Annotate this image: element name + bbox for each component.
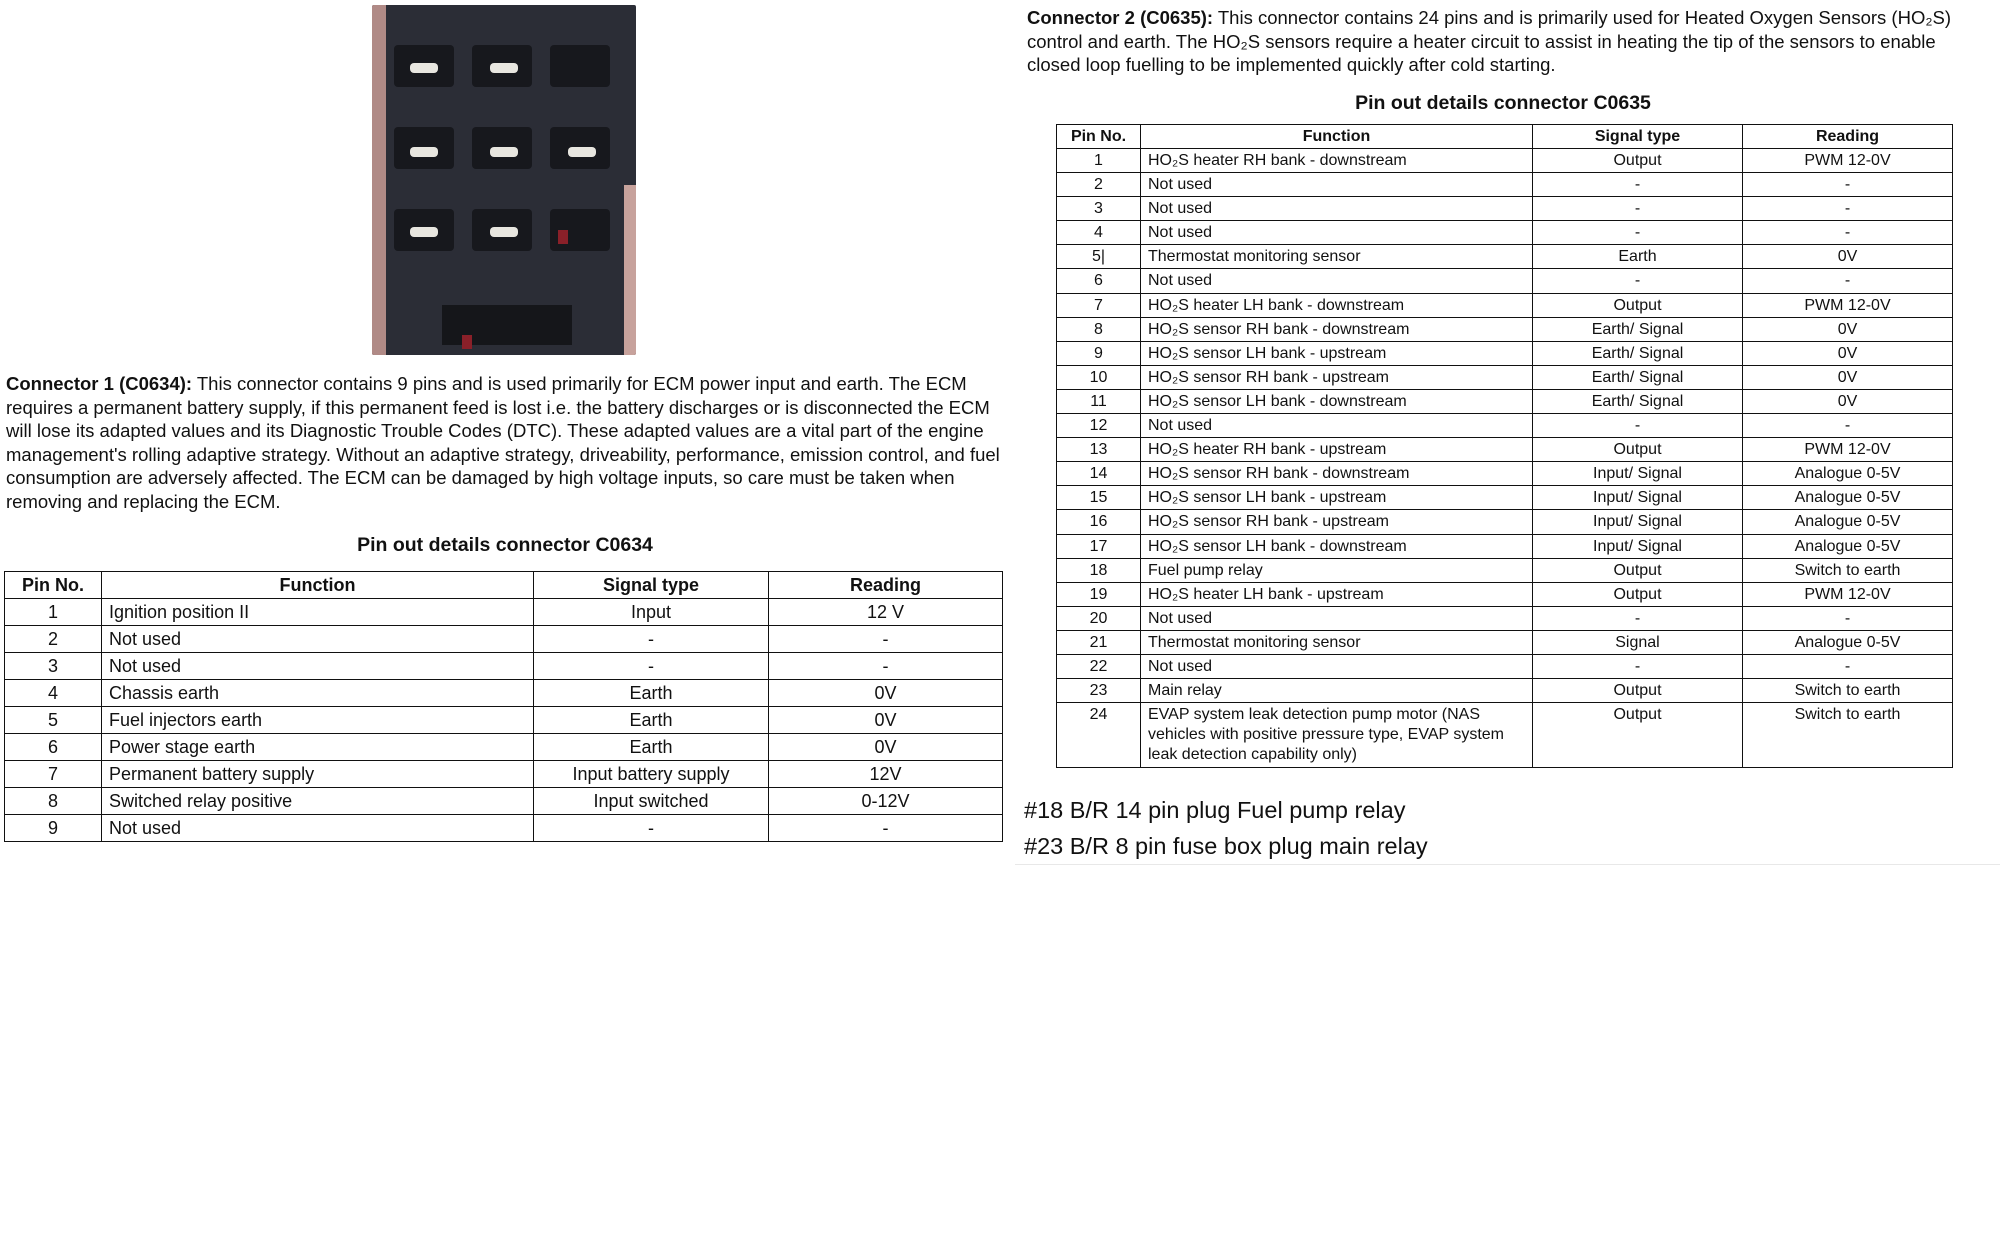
- connector1-table-title: Pin out details connector C0634: [357, 534, 653, 556]
- connector2-description-text: This connector contains 24 pins and is primarily used for Heated Oxygen Sensors (HO₂S) control and earth. The HO₂S sensors require a heater circuit to assist in heating the tip of the sensors to enable closed loop fuelling to be implemented quickly after cold starting.: [1027, 7, 1952, 75]
- signal-type-cell: Earth/ Signal: [1533, 341, 1743, 365]
- table-row: [5, 653, 1003, 680]
- column-header: Function: [1141, 125, 1533, 149]
- table-row: [1057, 654, 1953, 678]
- reading-cell: -: [769, 653, 1003, 680]
- reading-cell: PWM 12-0V: [1743, 149, 1953, 173]
- function-cell: Power stage earth: [102, 734, 534, 761]
- pin-number-cell: 2: [1057, 173, 1141, 197]
- table-row: [1057, 389, 1953, 413]
- signal-type-cell: Earth: [534, 707, 769, 734]
- pin-number-cell: 2: [5, 626, 102, 653]
- column-header: Signal type: [1533, 125, 1743, 149]
- reading-cell: 0V: [1743, 389, 1953, 413]
- table-row: [1057, 317, 1953, 341]
- function-cell: HO₂S sensor LH bank - upstream: [1141, 341, 1533, 365]
- table-row: [5, 626, 1003, 653]
- table-row: [5, 680, 1003, 707]
- pin-number-cell: 7: [1057, 293, 1141, 317]
- signal-type-cell: -: [1533, 221, 1743, 245]
- function-cell: HO₂S sensor RH bank - upstream: [1141, 510, 1533, 534]
- reading-cell: -: [1743, 173, 1953, 197]
- column-header: Function: [102, 572, 534, 599]
- reading-cell: Switch to earth: [1743, 703, 1953, 768]
- signal-type-cell: Input: [534, 599, 769, 626]
- note-main-relay: #23 B/R 8 pin fuse box plug main relay: [1024, 833, 1428, 859]
- reading-cell: Analogue 0-5V: [1743, 486, 1953, 510]
- function-cell: Ignition position II: [102, 599, 534, 626]
- function-cell: Not used: [102, 653, 534, 680]
- pin-number-cell: 6: [1057, 269, 1141, 293]
- pin-number-cell: 19: [1057, 582, 1141, 606]
- table-row: [1057, 438, 1953, 462]
- pin-number-cell: 1: [1057, 149, 1141, 173]
- pin-number-cell: 8: [1057, 317, 1141, 341]
- table-row: [1057, 534, 1953, 558]
- function-cell: HO₂S heater RH bank - downstream: [1141, 149, 1533, 173]
- reading-cell: Analogue 0-5V: [1743, 462, 1953, 486]
- table-row: [1057, 510, 1953, 534]
- signal-type-cell: -: [534, 626, 769, 653]
- connector2-table-title: Pin out details connector C0635: [1355, 92, 1651, 114]
- function-cell: Switched relay positive: [102, 788, 534, 815]
- table-row: [5, 707, 1003, 734]
- signal-type-cell: -: [1533, 197, 1743, 221]
- divider: [1015, 864, 2000, 865]
- signal-type-cell: Earth: [1533, 245, 1743, 269]
- reading-cell: -: [1743, 269, 1953, 293]
- reading-cell: 12V: [769, 761, 1003, 788]
- signal-type-cell: Signal: [1533, 630, 1743, 654]
- connector1-pinout-table: [4, 571, 1003, 842]
- table-row: [1057, 486, 1953, 510]
- signal-type-cell: Input/ Signal: [1533, 486, 1743, 510]
- reading-cell: Switch to earth: [1743, 679, 1953, 703]
- reading-cell: -: [1743, 221, 1953, 245]
- function-cell: Chassis earth: [102, 680, 534, 707]
- signal-type-cell: Input/ Signal: [1533, 510, 1743, 534]
- table-row: [1057, 221, 1953, 245]
- table-row: [5, 734, 1003, 761]
- connector1-description-text: This connector contains 9 pins and is used primarily for ECM power input and earth. The ECM requires a permanent battery supply, if this permanent feed is lost i.e. the battery discharges or is disconnected the ECM will lose its adapted values and its Diagnostic Trouble Codes (DTC). These adapted values are a vital part of the engine management's rolling adaptive strategy. Without an adaptive strategy, driveability, performance, emission control, and fuel consumption are adversely affected. The ECM can be damaged by high voltage inputs, so care must be taken when removing and replacing the ECM.: [6, 373, 1000, 512]
- signal-type-cell: Earth: [534, 734, 769, 761]
- table-row: [5, 599, 1003, 626]
- function-cell: Not used: [1141, 221, 1533, 245]
- table-row: [5, 761, 1003, 788]
- signal-type-cell: Output: [1533, 438, 1743, 462]
- table-row: [1057, 462, 1953, 486]
- reading-cell: 12 V: [769, 599, 1003, 626]
- column-header: Pin No.: [5, 572, 102, 599]
- signal-type-cell: Output: [1533, 679, 1743, 703]
- reading-cell: Analogue 0-5V: [1743, 534, 1953, 558]
- signal-type-cell: -: [1533, 269, 1743, 293]
- reading-cell: Switch to earth: [1743, 558, 1953, 582]
- reading-cell: -: [1743, 197, 1953, 221]
- connector-photo: [372, 5, 636, 355]
- reading-cell: 0V: [769, 734, 1003, 761]
- pin-number-cell: 20: [1057, 606, 1141, 630]
- reading-cell: -: [1743, 606, 1953, 630]
- function-cell: HO₂S heater RH bank - upstream: [1141, 438, 1533, 462]
- signal-type-cell: Input/ Signal: [1533, 534, 1743, 558]
- signal-type-cell: Input/ Signal: [1533, 462, 1743, 486]
- table-row: [1057, 679, 1953, 703]
- function-cell: Not used: [1141, 414, 1533, 438]
- table-row: [1057, 197, 1953, 221]
- table-row: [1057, 582, 1953, 606]
- function-cell: Not used: [1141, 197, 1533, 221]
- pin-number-cell: 5|: [1057, 245, 1141, 269]
- column-header: Reading: [1743, 125, 1953, 149]
- reading-cell: 0V: [1743, 317, 1953, 341]
- pin-number-cell: 3: [1057, 197, 1141, 221]
- function-cell: Not used: [1141, 269, 1533, 293]
- function-cell: Not used: [102, 815, 534, 842]
- table-row: [1057, 293, 1953, 317]
- table-row: [5, 815, 1003, 842]
- pin-number-cell: 9: [5, 815, 102, 842]
- signal-type-cell: -: [1533, 414, 1743, 438]
- signal-type-cell: -: [1533, 173, 1743, 197]
- pin-number-cell: 4: [1057, 221, 1141, 245]
- column-header: Pin No.: [1057, 125, 1141, 149]
- pin-number-cell: 11: [1057, 389, 1141, 413]
- function-cell: Fuel injectors earth: [102, 707, 534, 734]
- function-cell: HO₂S sensor LH bank - upstream: [1141, 486, 1533, 510]
- reading-cell: 0V: [769, 680, 1003, 707]
- signal-type-cell: Output: [1533, 582, 1743, 606]
- function-cell: HO₂S sensor RH bank - downstream: [1141, 317, 1533, 341]
- pin-number-cell: 23: [1057, 679, 1141, 703]
- table-row: [5, 788, 1003, 815]
- reading-cell: 0V: [1743, 365, 1953, 389]
- signal-type-cell: Output: [1533, 558, 1743, 582]
- table-row: [1057, 630, 1953, 654]
- reading-cell: PWM 12-0V: [1743, 438, 1953, 462]
- column-header: Signal type: [534, 572, 769, 599]
- reading-cell: PWM 12-0V: [1743, 582, 1953, 606]
- reading-cell: 0V: [1743, 245, 1953, 269]
- pin-number-cell: 15: [1057, 486, 1141, 510]
- connector1-heading: Connector 1 (C0634):: [6, 373, 193, 394]
- table-row: [1057, 558, 1953, 582]
- function-cell: Not used: [1141, 654, 1533, 678]
- reading-cell: -: [769, 626, 1003, 653]
- pin-number-cell: 3: [5, 653, 102, 680]
- signal-type-cell: Input battery supply: [534, 761, 769, 788]
- function-cell: Thermostat monitoring sensor: [1141, 630, 1533, 654]
- table-row: [1057, 149, 1953, 173]
- pin-number-cell: 6: [5, 734, 102, 761]
- pin-number-cell: 7: [5, 761, 102, 788]
- table-header-row: [5, 572, 1003, 599]
- reading-cell: 0-12V: [769, 788, 1003, 815]
- table-row: [1057, 173, 1953, 197]
- pin-number-cell: 5: [5, 707, 102, 734]
- signal-type-cell: Earth/ Signal: [1533, 389, 1743, 413]
- column-header: Reading: [769, 572, 1003, 599]
- pin-number-cell: 10: [1057, 365, 1141, 389]
- pin-number-cell: 17: [1057, 534, 1141, 558]
- reading-cell: -: [769, 815, 1003, 842]
- signal-type-cell: Output: [1533, 293, 1743, 317]
- function-cell: HO₂S sensor LH bank - downstream: [1141, 534, 1533, 558]
- reading-cell: PWM 12-0V: [1743, 293, 1953, 317]
- table-row: [1057, 245, 1953, 269]
- pin-number-cell: 21: [1057, 630, 1141, 654]
- function-cell: Thermostat monitoring sensor: [1141, 245, 1533, 269]
- function-cell: Fuel pump relay: [1141, 558, 1533, 582]
- connector2-description: [1027, 6, 1987, 77]
- function-cell: HO₂S sensor RH bank - upstream: [1141, 365, 1533, 389]
- table-row: [1057, 269, 1953, 293]
- signal-type-cell: Output: [1533, 703, 1743, 768]
- signal-type-cell: -: [1533, 606, 1743, 630]
- pin-number-cell: 8: [5, 788, 102, 815]
- function-cell: Not used: [102, 626, 534, 653]
- function-cell: HO₂S heater LH bank - downstream: [1141, 293, 1533, 317]
- pin-number-cell: 13: [1057, 438, 1141, 462]
- function-cell: HO₂S sensor LH bank - downstream: [1141, 389, 1533, 413]
- function-cell: EVAP system leak detection pump motor (NAS vehicles with positive pressure type, EVAP system leak detection capability only): [1141, 703, 1533, 768]
- pin-number-cell: 16: [1057, 510, 1141, 534]
- table-row: [1057, 341, 1953, 365]
- reading-cell: 0V: [769, 707, 1003, 734]
- table-row: [1057, 365, 1953, 389]
- signal-type-cell: -: [1533, 654, 1743, 678]
- table-row: [1057, 414, 1953, 438]
- reading-cell: Analogue 0-5V: [1743, 510, 1953, 534]
- function-cell: HO₂S heater LH bank - upstream: [1141, 582, 1533, 606]
- pin-number-cell: 9: [1057, 341, 1141, 365]
- pin-number-cell: 14: [1057, 462, 1141, 486]
- table-row: [1057, 606, 1953, 630]
- connector1-description: [6, 372, 1004, 513]
- signal-type-cell: Input switched: [534, 788, 769, 815]
- pin-number-cell: 12: [1057, 414, 1141, 438]
- signal-type-cell: Earth/ Signal: [1533, 365, 1743, 389]
- signal-type-cell: -: [534, 815, 769, 842]
- pin-number-cell: 24: [1057, 703, 1141, 768]
- pin-number-cell: 4: [5, 680, 102, 707]
- signal-type-cell: Earth/ Signal: [1533, 317, 1743, 341]
- signal-type-cell: Earth: [534, 680, 769, 707]
- signal-type-cell: -: [534, 653, 769, 680]
- function-cell: Permanent battery supply: [102, 761, 534, 788]
- connector2-pinout-table: [1056, 124, 1953, 768]
- function-cell: HO₂S sensor RH bank - downstream: [1141, 462, 1533, 486]
- reading-cell: -: [1743, 654, 1953, 678]
- table-header-row: [1057, 125, 1953, 149]
- reading-cell: -: [1743, 414, 1953, 438]
- pin-number-cell: 1: [5, 599, 102, 626]
- reading-cell: Analogue 0-5V: [1743, 630, 1953, 654]
- reading-cell: 0V: [1743, 341, 1953, 365]
- function-cell: Not used: [1141, 173, 1533, 197]
- pin-number-cell: 18: [1057, 558, 1141, 582]
- function-cell: Main relay: [1141, 679, 1533, 703]
- connector2-heading: Connector 2 (C0635):: [1027, 7, 1214, 28]
- function-cell: Not used: [1141, 606, 1533, 630]
- table-row: [1057, 703, 1953, 768]
- signal-type-cell: Output: [1533, 149, 1743, 173]
- pin-number-cell: 22: [1057, 654, 1141, 678]
- note-fuel-pump-relay: #18 B/R 14 pin plug Fuel pump relay: [1024, 797, 1406, 823]
